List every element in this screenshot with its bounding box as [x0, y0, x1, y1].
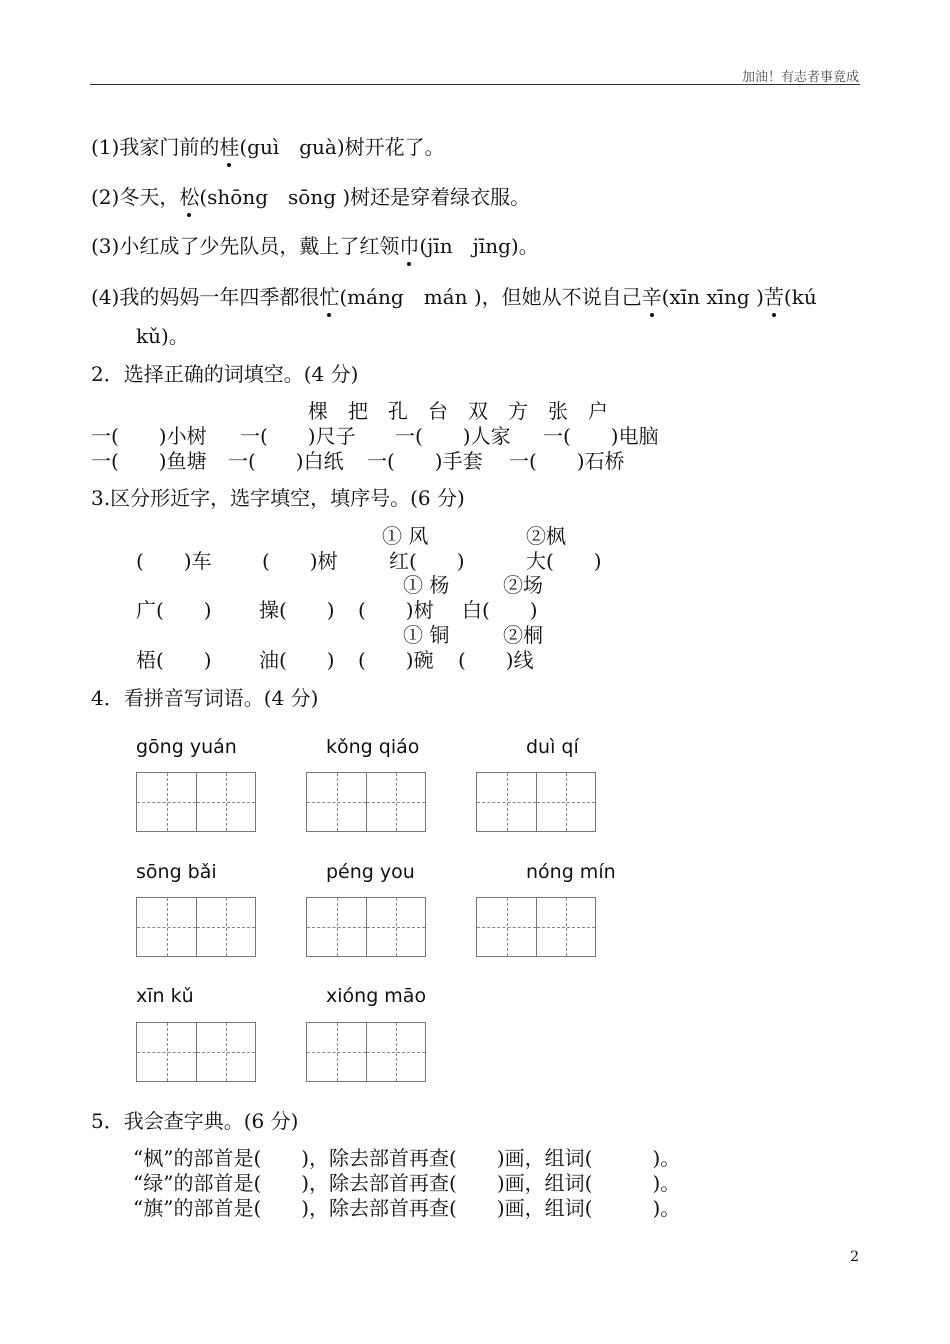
- q1-line-3-text-b: (jīn jīng)。: [419, 234, 539, 258]
- q5-line-1: “枫”的部首是( )，除去部首再查( )画，组词( )。: [133, 1146, 681, 1170]
- grid-cell[interactable]: [136, 1022, 196, 1082]
- q1-line-4-text-a: (4)我的妈妈一年四季都很: [91, 285, 320, 309]
- q1-line-4: [91, 284, 817, 310]
- q3-group1-option-1: ① 风: [382, 524, 429, 548]
- q3-group1-option-2: ②枫: [526, 524, 566, 548]
- q4-pinyin-4: sōng bǎi: [136, 861, 217, 883]
- q3-group3-item-3: ( )碗: [358, 648, 434, 672]
- q1-line-1-text-b: (guì guà)树开花了。: [239, 135, 445, 159]
- q4-pinyin-8: xióng māo: [326, 985, 427, 1007]
- grid-cell[interactable]: [196, 1022, 256, 1082]
- q3-group2-item-4: 白( ): [462, 598, 538, 622]
- q1-line-3-text-a: (3)小红成了少先队员，戴上了红领: [91, 234, 400, 258]
- q3-group2-item-1: 广( ): [136, 598, 212, 622]
- grid-cell[interactable]: [366, 1022, 426, 1082]
- q2-row1-item-1: 一( )小树: [91, 424, 207, 448]
- q3-title: 3.区分形近字，选字填空，填序号。(6 分): [91, 486, 465, 510]
- q2-row1-item-2: 一( )尺子: [240, 424, 356, 448]
- q4-title: 4．看拼音写词语。(4 分): [91, 686, 319, 710]
- q1-line-1: [91, 134, 445, 160]
- header-slogan: 加油！有志者事竟成: [741, 70, 859, 85]
- q2-row2-item-1: 一( )鱼塘: [91, 449, 207, 473]
- q3-group1-item-3: 红( ): [389, 549, 465, 573]
- grid-cell[interactable]: [196, 772, 256, 832]
- grid-cell[interactable]: [136, 897, 196, 957]
- q5-line-2: “绿”的部首是( )，除去部首再查( )画，组词( )。: [133, 1171, 681, 1195]
- q3-group1-item-1: ( )车: [136, 549, 212, 573]
- q3-group3-option-2: ②桐: [503, 623, 543, 647]
- q1-line-4-text-d: (kú: [783, 285, 817, 309]
- grid-cell[interactable]: [476, 897, 536, 957]
- q1-line-4-dotted-char-2: 辛: [641, 285, 662, 309]
- q1-line-1-text-a: (1)我家门前的: [91, 135, 220, 159]
- q4-pinyin-5: péng you: [326, 861, 415, 883]
- q2-row2-item-2: 一( )白纸: [228, 449, 344, 473]
- q3-group3-item-2: 油( ): [259, 648, 335, 672]
- grid-cell[interactable]: [366, 772, 426, 832]
- q3-group3-item-4: ( )线: [458, 648, 534, 672]
- q1-line-4-dotted-char-1: 忙: [319, 285, 340, 309]
- q1-line-3-dotted-char: 巾: [399, 234, 420, 258]
- q3-group2-item-3: ( )树: [358, 598, 434, 622]
- q3-group1-item-4: 大( ): [526, 549, 602, 573]
- grid-cell[interactable]: [536, 772, 596, 832]
- q2-title: 2．选择正确的词填空。(4 分): [91, 362, 359, 386]
- q4-pinyin-2: kǒng qiáo: [326, 736, 420, 758]
- q3-group2-item-2: 操( ): [259, 598, 335, 622]
- q1-line-2-text-b: (shōng sōng )树还是穿着绿衣服。: [199, 185, 531, 209]
- q1-line-4-text-c: (xīn xīng ): [661, 285, 764, 309]
- q1-line-3: [91, 233, 539, 259]
- header-rule: [90, 84, 860, 85]
- q1-line-2: [91, 184, 530, 210]
- q1-line-5: kǔ)。: [136, 324, 189, 348]
- q3-group2-option-2: ②场: [503, 573, 543, 597]
- q3-group3-option-1: ① 铜: [403, 623, 450, 647]
- q1-line-1-dotted-char: 桂: [219, 135, 240, 159]
- q2-row2-item-4: 一( )石桥: [509, 449, 625, 473]
- q4-pinyin-1: gōng yuán: [136, 736, 237, 758]
- q2-word-bank: 棵 把 孔 台 双 方 张 户: [308, 399, 608, 423]
- grid-cell[interactable]: [306, 897, 366, 957]
- q1-line-4-text-b: (máng mán )，但她从不说自己: [339, 285, 642, 309]
- grid-cell[interactable]: [536, 897, 596, 957]
- page-number: 2: [850, 1249, 859, 1265]
- q3-group3-item-1: 梧( ): [136, 648, 212, 672]
- q2-row2-item-3: 一( )手套: [367, 449, 483, 473]
- q1-line-2-dotted-char: 松: [179, 185, 200, 209]
- q2-row1-item-3: 一( )人家: [395, 424, 511, 448]
- grid-cell[interactable]: [136, 772, 196, 832]
- q4-pinyin-7: xīn kǔ: [136, 985, 194, 1007]
- grid-cell[interactable]: [366, 897, 426, 957]
- q5-title: 5．我会查字典。(6 分): [91, 1109, 299, 1133]
- grid-cell[interactable]: [196, 897, 256, 957]
- grid-cell[interactable]: [476, 772, 536, 832]
- q3-group1-item-2: ( )树: [262, 549, 338, 573]
- q4-pinyin-6: nóng mín: [526, 861, 616, 883]
- grid-cell[interactable]: [306, 1022, 366, 1082]
- grid-cell[interactable]: [306, 772, 366, 832]
- q3-group2-option-1: ① 杨: [403, 573, 450, 597]
- q4-pinyin-3: duì qí: [526, 736, 579, 758]
- q1-line-4-dotted-char-3: 苦: [763, 285, 784, 309]
- q1-line-2-text-a: (2)冬天，: [91, 185, 180, 209]
- q5-line-3: “旗”的部首是( )，除去部首再查( )画，组词( )。: [133, 1196, 681, 1220]
- q2-row1-item-4: 一( )电脑: [543, 424, 659, 448]
